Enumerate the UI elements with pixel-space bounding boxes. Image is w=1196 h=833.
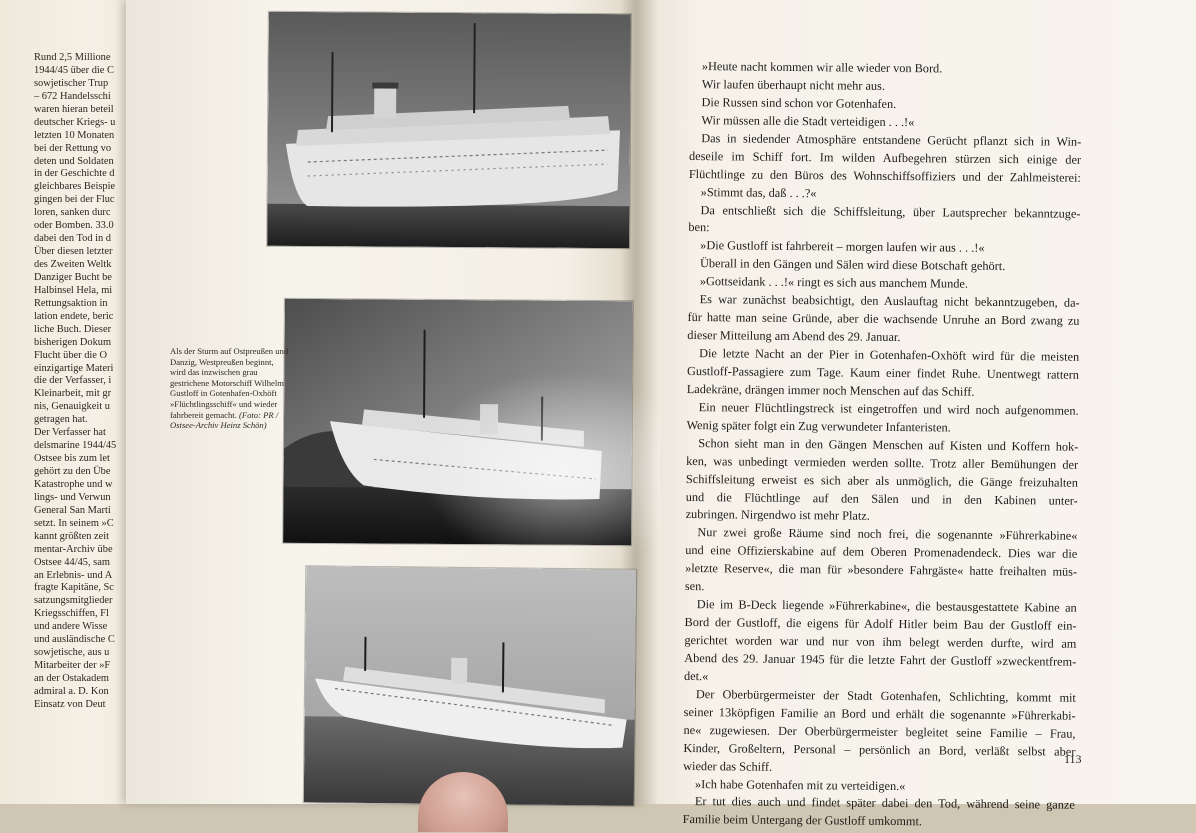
- text-line: seiner 13köpfigen Familie an Bord und erhält die sogenannte »Führerkabi-: [684, 704, 1076, 726]
- back-page-line: getragen hat.: [34, 414, 146, 427]
- text-line: Nur zwei große Räume sind noch frei, die sogenannte »Führerkabine«: [685, 524, 1077, 546]
- text-line: sen.: [685, 578, 1077, 600]
- text-line: Ladekräne, drängen immer noch Menschen auf das Schiff.: [687, 381, 1079, 403]
- back-page-line: Halbinsel Hela, mi: [34, 285, 146, 298]
- text-line: »letzte Reserve«, die man für »besondere Fahrgäste« hatte freihalten müs-: [685, 560, 1077, 582]
- back-page-line: gingen bei der Fluc: [34, 194, 146, 207]
- back-page-line: Ostsee bis zum let: [34, 453, 146, 466]
- ship-photo-middle-image: [283, 299, 633, 545]
- text-line: Das in siedender Atmosphäre entstandene Gerücht pflanzt sich in Win-: [689, 130, 1081, 152]
- text-line: Der Oberbürgermeister der Stadt Gotenhafen, Schlichting, kommt mit: [684, 686, 1076, 708]
- back-page-line: und andere Wisse: [34, 621, 146, 634]
- text-line: und eine Offizierskabine auf dem Oberen Promenadendeck. Dies war die: [685, 542, 1077, 564]
- text-line: »Ich habe Gotenhafen mit zu verteidigen.«: [683, 775, 1075, 797]
- ship-photo-top-image: [267, 12, 631, 249]
- text-line: Gustloff-Passagiere zum Tage. Kaum einer findet Ruhe. Unentwegt rattern: [687, 363, 1079, 385]
- page-number: 113: [1064, 752, 1082, 767]
- back-page-line: bisherigen Dokum: [34, 337, 146, 350]
- back-page-line: des Zweiten Weltk: [34, 259, 146, 272]
- back-page-line: bei der Rettung vo: [34, 143, 146, 156]
- back-page-line: satzungsmitglieder: [34, 595, 146, 608]
- back-page-line: Einsatz von Deut: [34, 699, 146, 712]
- back-page-line: dabei den Tod in d: [34, 233, 146, 246]
- text-line: zubringen. Nirgendwo ist mehr Platz.: [686, 506, 1078, 528]
- text-line: ben:: [688, 219, 1080, 241]
- text-line: ne« zugewiesen. Der Oberbürgermeister begleitet seine Familie – Frau,: [683, 722, 1075, 744]
- back-page-line: nis, Genauigkeit u: [34, 401, 146, 414]
- back-page-line: lings- und Verwun: [34, 492, 146, 505]
- back-page-line: mentar-Archiv übe: [34, 544, 146, 557]
- text-line: Wenig später folgt ein Zug verwundeter Infanteristen.: [686, 417, 1078, 439]
- text-line: dieser Mitteilung am Abend des 29. Januar.: [687, 327, 1079, 349]
- text-line: Da entschließt sich die Schiffsleitung, über Lautsprecher bekanntzuge-: [688, 201, 1080, 223]
- back-page-line: und ausländische C: [34, 634, 146, 647]
- text-line: Familie beim Untergang der Gustloff umkommt.: [683, 811, 1075, 833]
- back-page-line: in der Geschichte d: [34, 168, 146, 181]
- body-text: [683, 58, 1082, 833]
- back-page-line: Kleinarbeit, mit gr: [34, 388, 146, 401]
- text-line: und die Flüchtlinge auf den Sälen und in den Kabinen unter-: [686, 488, 1078, 510]
- text-line: Flüchtlinge zu den Büros des Wohnschiffsoffiziers und der Zahlmeisterei:: [689, 166, 1081, 188]
- back-page-line: waren hieran beteil: [34, 104, 146, 117]
- back-page-line: loren, sanken durc: [34, 207, 146, 220]
- back-page-line: Flucht über die O: [34, 350, 146, 363]
- back-page-line: die der Verfasser, i: [34, 375, 146, 388]
- text-line: det.«: [684, 668, 1076, 690]
- back-page-line: Rettungsaktion in: [34, 298, 146, 311]
- text-line: Es war zunächst beabsichtigt, den Auslauftag nicht bekanntzugeben, da-: [688, 291, 1080, 313]
- back-page-line: sowjetische, aus u: [34, 647, 146, 660]
- text-line: Kinder, Großeltern, Personal – persönlich an Bord, verläßt selbst aber: [683, 740, 1075, 762]
- text-line: deseile im Schiff fort. Im wilden Aufbegehren stürzen sich einige der: [689, 148, 1081, 170]
- text-line: »Heute nacht kommen wir alle wieder von Bord.: [690, 58, 1082, 80]
- text-line: Abend des 29. Januar 1945 für die letzte Fahrt der Gustloff »zweckentfrem-: [684, 650, 1076, 672]
- back-page-line: an Erlebnis- und A: [34, 570, 146, 583]
- caption-text: Als der Sturm auf Ostpreußen und Danzig, Westpreußen beginnt, wird das inzwischen grau gestrichene Motorschiff Wilhelm Gustloff in Gotenhafen-Oxhöft »Flüchtlingsschiff« und wieder fahrbereit gemacht.: [170, 346, 288, 420]
- caption-credit: (Foto: PR / Ostsee-Archiv Heinz Schön): [170, 410, 278, 431]
- back-page-line: Über diesen letzter: [34, 246, 146, 259]
- ship-photo-top: [267, 12, 631, 249]
- text-line: gerichtet worden war und nur von ihm belegt werden durfte, wird am: [684, 632, 1076, 654]
- back-page-line: 1944/45 über die C: [34, 65, 146, 78]
- photo-caption: [170, 346, 290, 431]
- back-page-line: lation endete, beric: [34, 311, 146, 324]
- text-line: »Die Gustloff ist fahrbereit – morgen laufen wir aus . . .!«: [688, 237, 1080, 259]
- back-page-line: Katastrophe und w: [34, 479, 146, 492]
- text-line: Die im B-Deck liegende »Führerkabine«, die bestausgestattete Kabine an: [685, 596, 1077, 618]
- ship-photo-middle: [283, 299, 633, 545]
- back-page-line: delsmarine 1944/45: [34, 440, 146, 453]
- back-page-line: setzt. In seinem »C: [34, 518, 146, 531]
- back-page-line: Ostsee 44/45, sam: [34, 557, 146, 570]
- back-page-line: oder Bomben. 33.0: [34, 220, 146, 233]
- back-page-line: sowjetischer Trup: [34, 78, 146, 91]
- text-line: ken, was unbedingt vermieden werden sollte. Trotz aller Bemühungen der: [686, 453, 1078, 475]
- back-page-line: kannt größten zeit: [34, 531, 146, 544]
- ship-photo-bottom-image: [304, 566, 636, 805]
- text-line: Wir laufen überhaupt nicht mehr aus.: [690, 76, 1082, 98]
- back-page-line: einzigartige Materi: [34, 363, 146, 376]
- back-page-line: fragte Kapitäne, Sc: [34, 582, 146, 595]
- text-line: »Stimmt das, daß . . .?«: [689, 184, 1081, 206]
- text-line: Wir müssen alle die Stadt verteidigen . . .!«: [689, 112, 1081, 134]
- text-line: »Gottseidank . . .!« ringt es sich aus manchem Munde.: [688, 273, 1080, 295]
- back-page-line: – 672 Handelsschi: [34, 91, 146, 104]
- back-page-line: Rund 2,5 Millione: [34, 52, 146, 65]
- back-page-line: admiral a. D. Kon: [34, 686, 146, 699]
- back-page-line: letzten 10 Monaten: [34, 130, 146, 143]
- back-page-line: Mitarbeiter der »F: [34, 660, 146, 673]
- back-page-line: gehört zu den Übe: [34, 466, 146, 479]
- text-line: Schiffsleitung erweist es sich aber als unmöglich, die Gänge freizuhalten: [686, 471, 1078, 493]
- text-line: Schon sieht man in den Gängen Menschen auf Kisten und Koffern hok-: [686, 435, 1078, 457]
- back-page-line: gleichbares Beispie: [34, 181, 146, 194]
- back-page-line: Danziger Bucht be: [34, 272, 146, 285]
- ship-photo-bottom: [304, 566, 636, 805]
- text-line: Die letzte Nacht an der Pier in Gotenhafen-Oxhöft wird für die meisten: [687, 345, 1079, 367]
- back-page-line: an der Ostakadem: [34, 673, 146, 686]
- text-line: für hatte man seine Gründe, aber die wachsende Unruhe an Bord zwang zu: [687, 309, 1079, 331]
- back-page-line: deutscher Kriegs- u: [34, 117, 146, 130]
- text-line: Ein neuer Flüchtlingstreck ist eingetroffen und wird noch aufgenommen.: [687, 399, 1079, 421]
- text-line: Überall in den Gängen und Sälen wird diese Botschaft gehört.: [688, 255, 1080, 277]
- back-page-line: General San Marti: [34, 505, 146, 518]
- text-line: Die Russen sind schon vor Gotenhafen.: [689, 94, 1081, 116]
- text-line: Bord der Gustloff, die eigens für Adolf Hitler beim Bau der Gustloff ein-: [684, 614, 1076, 636]
- back-page-line: liche Buch. Dieser: [34, 324, 146, 337]
- back-page-line: Der Verfasser hat: [34, 427, 146, 440]
- back-page-line: Kriegsschiffen, Fl: [34, 608, 146, 621]
- text-line: Er tut dies auch und findet später dabei den Tod, während seine ganze: [683, 793, 1075, 815]
- back-page-line: deten und Soldaten: [34, 156, 146, 169]
- text-line: wieder das Schiff.: [683, 758, 1075, 780]
